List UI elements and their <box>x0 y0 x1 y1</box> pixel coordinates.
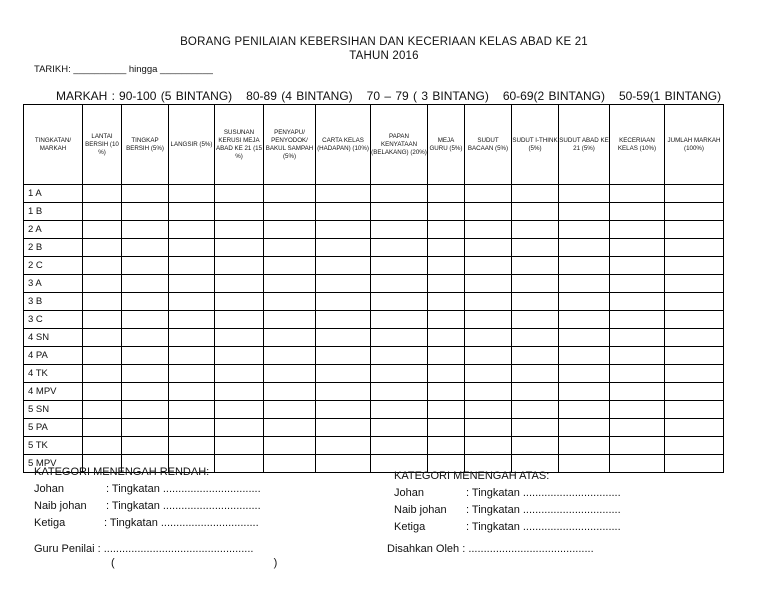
score-cell[interactable] <box>428 383 465 401</box>
column-header: JUMLAH MARKAH (100%) <box>665 105 724 185</box>
score-cell[interactable] <box>428 293 465 311</box>
score-cell[interactable] <box>215 275 264 293</box>
score-cell[interactable] <box>264 347 316 365</box>
lower-naib-johan: Naib johan : Tingkatan ................................ <box>34 500 261 512</box>
score-cell[interactable] <box>83 365 122 383</box>
score-cell[interactable] <box>215 419 264 437</box>
score-cell[interactable] <box>264 365 316 383</box>
score-cell[interactable] <box>371 221 428 239</box>
score-cell[interactable] <box>465 185 512 203</box>
column-header: TINGKAP BERSIH (5%) <box>122 105 169 185</box>
score-cell[interactable] <box>512 365 559 383</box>
score-cell[interactable] <box>371 365 428 383</box>
score-cell[interactable] <box>169 239 215 257</box>
score-cell[interactable] <box>316 383 371 401</box>
score-cell[interactable] <box>559 329 610 347</box>
score-cell[interactable] <box>465 347 512 365</box>
score-cell[interactable] <box>512 347 559 365</box>
table-header-row <box>24 105 724 185</box>
assessment-table <box>23 104 724 473</box>
score-cell[interactable] <box>559 275 610 293</box>
score-cell[interactable] <box>169 293 215 311</box>
row-label: 2 C <box>24 257 83 275</box>
score-cell[interactable] <box>83 293 122 311</box>
score-cell[interactable] <box>122 401 169 419</box>
score-cell[interactable] <box>264 329 316 347</box>
score-cell[interactable] <box>559 383 610 401</box>
score-cell[interactable] <box>465 329 512 347</box>
score-cell[interactable] <box>264 275 316 293</box>
score-cell[interactable] <box>264 383 316 401</box>
score-cell[interactable] <box>559 221 610 239</box>
score-cell[interactable] <box>371 383 428 401</box>
guru-penilai-line: Guru Penilai : ................................................. <box>34 543 254 555</box>
score-cell[interactable] <box>428 239 465 257</box>
grading-range: 50-59(1 BINTANG) <box>618 89 722 103</box>
score-cell[interactable] <box>665 365 724 383</box>
score-cell[interactable] <box>465 365 512 383</box>
score-cell[interactable] <box>371 347 428 365</box>
score-cell[interactable] <box>169 329 215 347</box>
score-cell[interactable] <box>371 401 428 419</box>
score-cell[interactable] <box>122 185 169 203</box>
score-cell[interactable] <box>512 311 559 329</box>
score-cell[interactable] <box>264 185 316 203</box>
date-line: TARIKH: __________ hingga __________ <box>34 64 213 75</box>
score-cell[interactable] <box>169 347 215 365</box>
score-cell[interactable] <box>316 437 371 455</box>
score-cell[interactable] <box>512 203 559 221</box>
row-label: 2 A <box>24 221 83 239</box>
score-cell[interactable] <box>264 455 316 473</box>
row-label: 5 PA <box>24 419 83 437</box>
score-cell[interactable] <box>371 275 428 293</box>
score-cell[interactable] <box>83 239 122 257</box>
score-cell[interactable] <box>465 221 512 239</box>
score-cell[interactable] <box>512 437 559 455</box>
score-cell[interactable] <box>83 329 122 347</box>
score-cell[interactable] <box>428 185 465 203</box>
score-cell[interactable] <box>371 329 428 347</box>
score-cell[interactable] <box>215 203 264 221</box>
score-cell[interactable] <box>512 383 559 401</box>
score-cell[interactable] <box>610 293 665 311</box>
score-cell[interactable] <box>610 185 665 203</box>
score-cell[interactable] <box>665 257 724 275</box>
score-cell[interactable] <box>371 311 428 329</box>
score-cell[interactable] <box>316 203 371 221</box>
score-cell[interactable] <box>169 365 215 383</box>
score-cell[interactable] <box>610 437 665 455</box>
score-cell[interactable] <box>83 437 122 455</box>
column-header: KECERIAAN KELAS (10%) <box>610 105 665 185</box>
score-cell[interactable] <box>122 275 169 293</box>
score-cell[interactable] <box>665 311 724 329</box>
score-cell[interactable] <box>428 275 465 293</box>
table-row <box>24 383 724 401</box>
score-cell[interactable] <box>371 293 428 311</box>
score-cell[interactable] <box>465 383 512 401</box>
score-cell[interactable] <box>428 419 465 437</box>
upper-category <box>394 468 621 536</box>
score-cell[interactable] <box>215 365 264 383</box>
column-header: SUDUT ABAD KE 21 (5%) <box>559 105 610 185</box>
score-cell[interactable] <box>512 257 559 275</box>
score-cell[interactable] <box>665 419 724 437</box>
score-cell[interactable] <box>559 437 610 455</box>
score-cell[interactable] <box>169 419 215 437</box>
score-cell[interactable] <box>465 437 512 455</box>
row-label: 1 A <box>24 185 83 203</box>
score-cell[interactable] <box>169 257 215 275</box>
score-cell[interactable] <box>264 419 316 437</box>
score-cell[interactable] <box>316 401 371 419</box>
score-cell[interactable] <box>428 203 465 221</box>
disahkan-oleh-line: Disahkan Oleh : ......................................... <box>387 543 594 555</box>
score-cell[interactable] <box>371 257 428 275</box>
score-cell[interactable] <box>665 347 724 365</box>
score-cell[interactable] <box>665 437 724 455</box>
score-cell[interactable] <box>264 293 316 311</box>
score-cell[interactable] <box>169 203 215 221</box>
score-cell[interactable] <box>559 293 610 311</box>
score-cell[interactable] <box>610 401 665 419</box>
score-cell[interactable] <box>512 401 559 419</box>
score-cell[interactable] <box>610 275 665 293</box>
score-cell[interactable] <box>122 383 169 401</box>
column-header: CARTA KELAS (HADAPAN) (10%) <box>316 105 371 185</box>
score-cell[interactable] <box>264 311 316 329</box>
form-title: BORANG PENILAIAN KEBERSIHAN DAN KECERIAAN KELAS ABAD KE 21 <box>180 36 588 48</box>
form-year: TAHUN 2016 <box>349 50 419 62</box>
score-cell[interactable] <box>428 401 465 419</box>
score-cell[interactable] <box>665 203 724 221</box>
score-cell[interactable] <box>665 275 724 293</box>
table-row <box>24 401 724 419</box>
score-cell[interactable] <box>465 257 512 275</box>
score-cell[interactable] <box>610 257 665 275</box>
table-row <box>24 311 724 329</box>
score-cell[interactable] <box>512 221 559 239</box>
table-row <box>24 203 724 221</box>
score-cell[interactable] <box>215 383 264 401</box>
row-label: 3 B <box>24 293 83 311</box>
score-cell[interactable] <box>264 437 316 455</box>
score-cell[interactable] <box>316 365 371 383</box>
score-cell[interactable] <box>559 311 610 329</box>
row-label: 4 SN <box>24 329 83 347</box>
score-cell[interactable] <box>215 347 264 365</box>
row-label: 5 TK <box>24 437 83 455</box>
score-cell[interactable] <box>169 437 215 455</box>
score-cell[interactable] <box>215 239 264 257</box>
score-cell[interactable] <box>169 401 215 419</box>
score-cell[interactable] <box>83 401 122 419</box>
score-cell[interactable] <box>428 347 465 365</box>
score-cell[interactable] <box>610 329 665 347</box>
score-cell[interactable] <box>316 329 371 347</box>
row-label: 2 B <box>24 239 83 257</box>
score-cell[interactable] <box>122 437 169 455</box>
score-cell[interactable] <box>83 347 122 365</box>
score-cell[interactable] <box>371 185 428 203</box>
score-cell[interactable] <box>610 239 665 257</box>
score-cell[interactable] <box>264 221 316 239</box>
score-cell[interactable] <box>215 221 264 239</box>
grading-range: 90-100 (5 BINTANG) <box>119 89 233 103</box>
score-cell[interactable] <box>316 185 371 203</box>
score-cell[interactable] <box>559 365 610 383</box>
column-header: PAPAN KENYATAAN (BELAKANG) (20%) <box>371 105 428 185</box>
row-label: 3 C <box>24 311 83 329</box>
score-cell[interactable] <box>610 383 665 401</box>
score-cell[interactable] <box>559 419 610 437</box>
score-cell[interactable] <box>83 419 122 437</box>
score-cell[interactable] <box>122 347 169 365</box>
upper-ketiga: Ketiga : Tingkatan ................................ <box>394 521 621 533</box>
row-label: 5 MPV <box>24 455 83 473</box>
score-cell[interactable] <box>371 203 428 221</box>
table-row <box>24 329 724 347</box>
score-cell[interactable] <box>264 401 316 419</box>
score-cell[interactable] <box>610 311 665 329</box>
score-cell[interactable] <box>316 275 371 293</box>
score-cell[interactable] <box>316 239 371 257</box>
score-cell[interactable] <box>83 221 122 239</box>
row-label: 4 MPV <box>24 383 83 401</box>
score-cell[interactable] <box>512 239 559 257</box>
score-cell[interactable] <box>169 275 215 293</box>
score-cell[interactable] <box>215 401 264 419</box>
score-cell[interactable] <box>610 365 665 383</box>
score-cell[interactable] <box>122 365 169 383</box>
score-cell[interactable] <box>371 419 428 437</box>
lower-category-title: KATEGORI MENENGAH RENDAH: <box>34 466 210 478</box>
grading-label: MARKAH : <box>56 89 116 103</box>
score-cell[interactable] <box>316 257 371 275</box>
score-cell[interactable] <box>371 239 428 257</box>
score-cell[interactable] <box>316 311 371 329</box>
score-cell[interactable] <box>512 185 559 203</box>
score-cell[interactable] <box>665 401 724 419</box>
score-cell[interactable] <box>665 293 724 311</box>
score-cell[interactable] <box>264 239 316 257</box>
score-cell[interactable] <box>316 293 371 311</box>
score-cell[interactable] <box>316 419 371 437</box>
column-header: TINGKATAN/ MARKAH <box>24 105 83 185</box>
score-cell[interactable] <box>512 275 559 293</box>
score-cell[interactable] <box>465 293 512 311</box>
score-cell[interactable] <box>83 275 122 293</box>
score-cell[interactable] <box>465 239 512 257</box>
row-label: 4 PA <box>24 347 83 365</box>
score-cell[interactable] <box>428 311 465 329</box>
score-cell[interactable] <box>665 221 724 239</box>
table-row <box>24 275 724 293</box>
score-cell[interactable] <box>559 203 610 221</box>
score-cell[interactable] <box>122 311 169 329</box>
row-label: 5 SN <box>24 401 83 419</box>
score-cell[interactable] <box>665 329 724 347</box>
score-cell[interactable] <box>316 455 371 473</box>
score-cell[interactable] <box>610 419 665 437</box>
score-cell[interactable] <box>169 185 215 203</box>
score-cell[interactable] <box>428 257 465 275</box>
score-cell[interactable] <box>122 239 169 257</box>
table-row <box>24 437 724 455</box>
score-cell[interactable] <box>665 455 724 473</box>
score-cell[interactable] <box>215 293 264 311</box>
score-cell[interactable] <box>559 239 610 257</box>
score-cell[interactable] <box>665 383 724 401</box>
column-header: SUDUT BACAAN (5%) <box>465 105 512 185</box>
grading-range: 80-89 (4 BINTANG) <box>246 89 353 103</box>
upper-naib-johan: Naib johan : Tingkatan ................................ <box>394 504 621 516</box>
lower-johan: Johan : Tingkatan ................................ <box>34 483 261 495</box>
score-cell[interactable] <box>512 419 559 437</box>
score-cell[interactable] <box>665 239 724 257</box>
score-cell[interactable] <box>215 437 264 455</box>
column-header: LANGSIR (5%) <box>169 105 215 185</box>
score-cell[interactable] <box>264 257 316 275</box>
score-cell[interactable] <box>169 311 215 329</box>
table-row <box>24 365 724 383</box>
score-cell[interactable] <box>371 437 428 455</box>
column-header: SUSUNAN KERUSI MEJA ABAD KE 21 (15 %) <box>215 105 264 185</box>
score-cell[interactable] <box>465 419 512 437</box>
score-cell[interactable] <box>465 401 512 419</box>
grading-range: 70 – 79 ( 3 BINTANG) <box>366 89 489 103</box>
row-label: 1 B <box>24 203 83 221</box>
grading-range: 60-69(2 BINTANG) <box>502 89 605 103</box>
column-header: MEJA GURU (5%) <box>428 105 465 185</box>
score-cell[interactable] <box>465 311 512 329</box>
table-row <box>24 293 724 311</box>
table-row <box>24 185 724 203</box>
score-cell[interactable] <box>610 203 665 221</box>
score-cell[interactable] <box>122 257 169 275</box>
score-cell[interactable] <box>428 437 465 455</box>
score-cell[interactable] <box>465 203 512 221</box>
table-row <box>24 239 724 257</box>
score-cell[interactable] <box>559 347 610 365</box>
score-cell[interactable] <box>122 203 169 221</box>
score-cell[interactable] <box>215 185 264 203</box>
score-cell[interactable] <box>559 257 610 275</box>
table-row <box>24 221 724 239</box>
score-cell[interactable] <box>169 221 215 239</box>
score-cell[interactable] <box>122 419 169 437</box>
score-cell[interactable] <box>83 185 122 203</box>
upper-johan: Johan : Tingkatan ................................ <box>394 487 621 499</box>
grading-scale <box>56 89 735 103</box>
score-cell[interactable] <box>610 221 665 239</box>
score-cell[interactable] <box>83 383 122 401</box>
score-cell[interactable] <box>559 401 610 419</box>
score-cell[interactable] <box>83 311 122 329</box>
score-cell[interactable] <box>122 293 169 311</box>
score-cell[interactable] <box>610 347 665 365</box>
score-cell[interactable] <box>122 221 169 239</box>
score-cell[interactable] <box>169 383 215 401</box>
column-header: LANTAI BERSIH (10 %) <box>83 105 122 185</box>
score-cell[interactable] <box>264 203 316 221</box>
score-cell[interactable] <box>122 329 169 347</box>
table-row <box>24 347 724 365</box>
score-cell[interactable] <box>215 329 264 347</box>
score-cell[interactable] <box>428 221 465 239</box>
score-cell[interactable] <box>559 185 610 203</box>
score-cell[interactable] <box>428 329 465 347</box>
column-header: SUDUT I-THINK (5%) <box>512 105 559 185</box>
score-cell[interactable] <box>428 365 465 383</box>
score-cell[interactable] <box>465 275 512 293</box>
row-label: 3 A <box>24 275 83 293</box>
score-cell[interactable] <box>316 221 371 239</box>
row-label: 4 TK <box>24 365 83 383</box>
upper-category-title: KATEGORI MENENGAH ATAS: <box>394 470 550 482</box>
score-cell[interactable] <box>215 257 264 275</box>
lower-ketiga: Ketiga : Tingkatan ................................ <box>34 517 259 529</box>
score-cell[interactable] <box>316 347 371 365</box>
score-cell[interactable] <box>512 293 559 311</box>
score-cell[interactable] <box>512 329 559 347</box>
score-cell[interactable] <box>83 257 122 275</box>
score-cell[interactable] <box>215 311 264 329</box>
column-header: PENYAPU/ PENYODOK/ BAKUL SAMPAH (5%) <box>264 105 316 185</box>
score-cell[interactable] <box>665 185 724 203</box>
table-row <box>24 419 724 437</box>
lower-category <box>34 464 261 532</box>
score-cell[interactable] <box>83 203 122 221</box>
table-row <box>24 257 724 275</box>
guru-name-line: ( ) <box>111 557 278 569</box>
